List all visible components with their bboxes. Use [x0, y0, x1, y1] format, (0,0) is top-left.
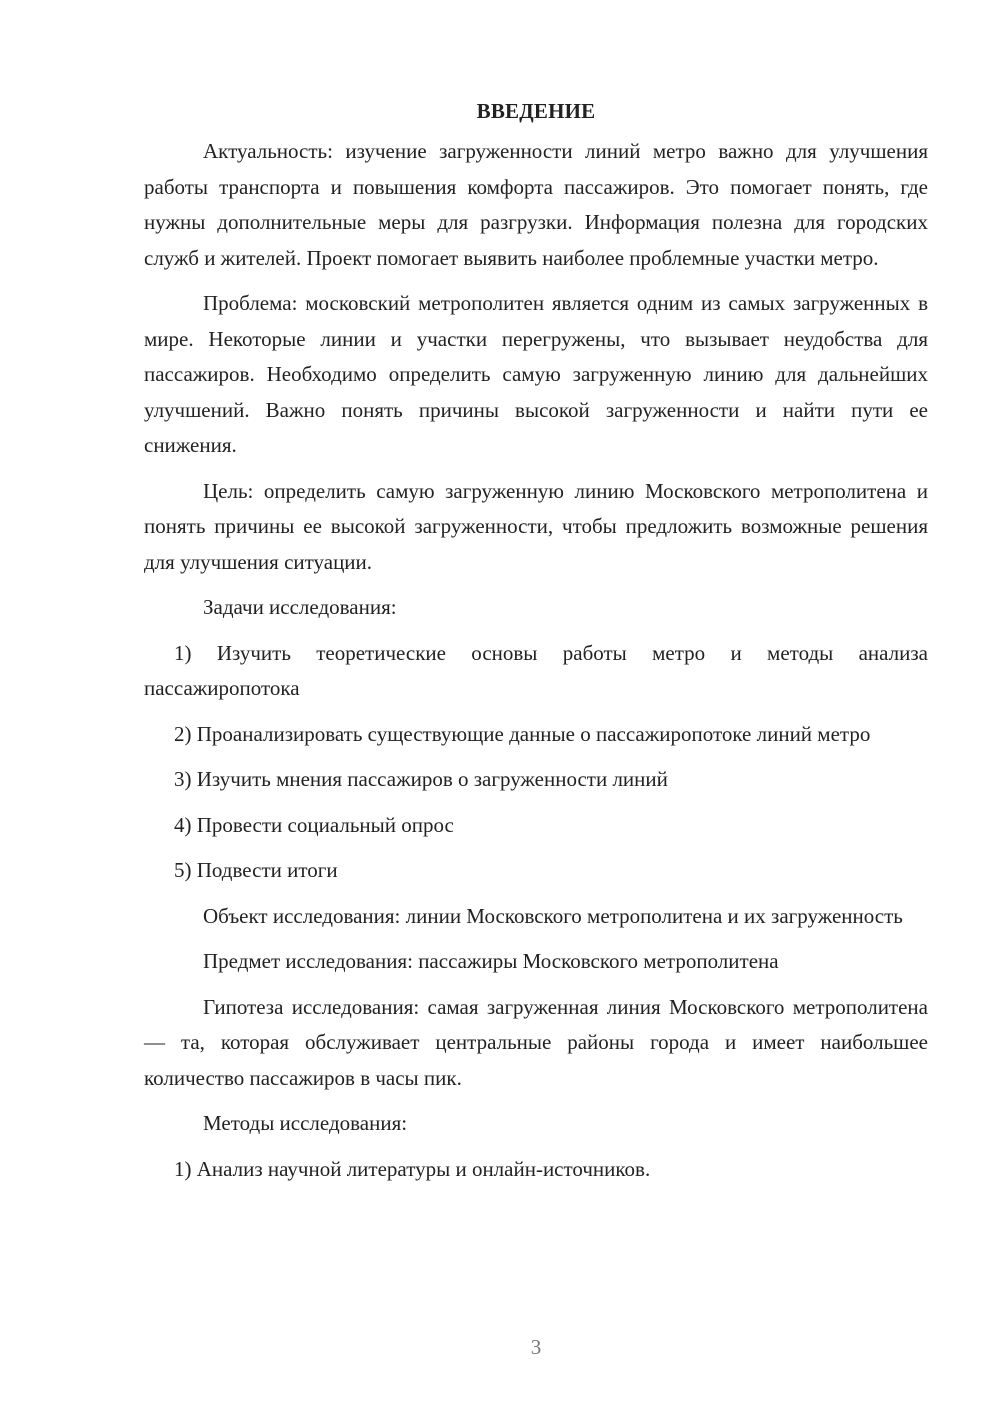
hypothesis-paragraph: Гипотеза исследования: самая загруженная линия Московского метрополитена — та, которая обслуживает центральные районы города и имеет наибольшее количество пассажиров в часы пик. [144, 994, 928, 1090]
task-item-3: 3) Изучить мнения пассажиров о загруженности линий [174, 767, 668, 791]
section-title: ВВЕДЕНИЕ [476, 99, 596, 123]
goal-paragraph: Цель: определить самую загруженную линию Московского метрополитена и понять причины ее высокой загруженности, чтобы предложить возможные решения для улучшения ситуации. [144, 478, 928, 574]
page-number: 3 [530, 1335, 542, 1359]
object-paragraph: Объект исследования: линии Московского метрополитена и их загруженность [203, 903, 903, 928]
tasks-heading: Задачи исследования: [203, 595, 397, 619]
task-item-1: 1) Изучить теоретические основы работы метро и методы анализа пассажиропотока [144, 640, 928, 700]
task-item-4: 4) Провести социальный опрос [174, 812, 454, 837]
page-content [144, 96, 928, 1197]
problem-paragraph: Проблема: московский метрополитен является одним из самых загруженных в мире. Некоторые линии и участки перегружены, что вызывает неудобства для пассажиров. Необходимо определить самую загруженную линию для дальнейших улучшений. Важно понять причины высокой загруженности и найти пути ее снижения. [144, 291, 928, 457]
relevance-paragraph: Актуальность: изучение загруженности линий метро важно для улучшения работы транспорта и повышения комфорта пассажиров. Это помогает понять, где нужны дополнительные меры для разгрузки. Информация полезна для городских служб и жителей. Проект помогает выявить наиболее проблемные участки метро. [144, 139, 928, 270]
task-item-5: 5) Подвести итоги [174, 858, 338, 882]
subject-paragraph: Предмет исследования: пассажиры Московского метрополитена [203, 949, 779, 973]
methods-heading: Методы исследования: [203, 1111, 408, 1135]
task-item-2: 2) Проанализировать существующие данные о пассажиропотоке линий метро [174, 721, 871, 746]
method-item-1: 1) Анализ научной литературы и онлайн-источников. [174, 1156, 651, 1181]
